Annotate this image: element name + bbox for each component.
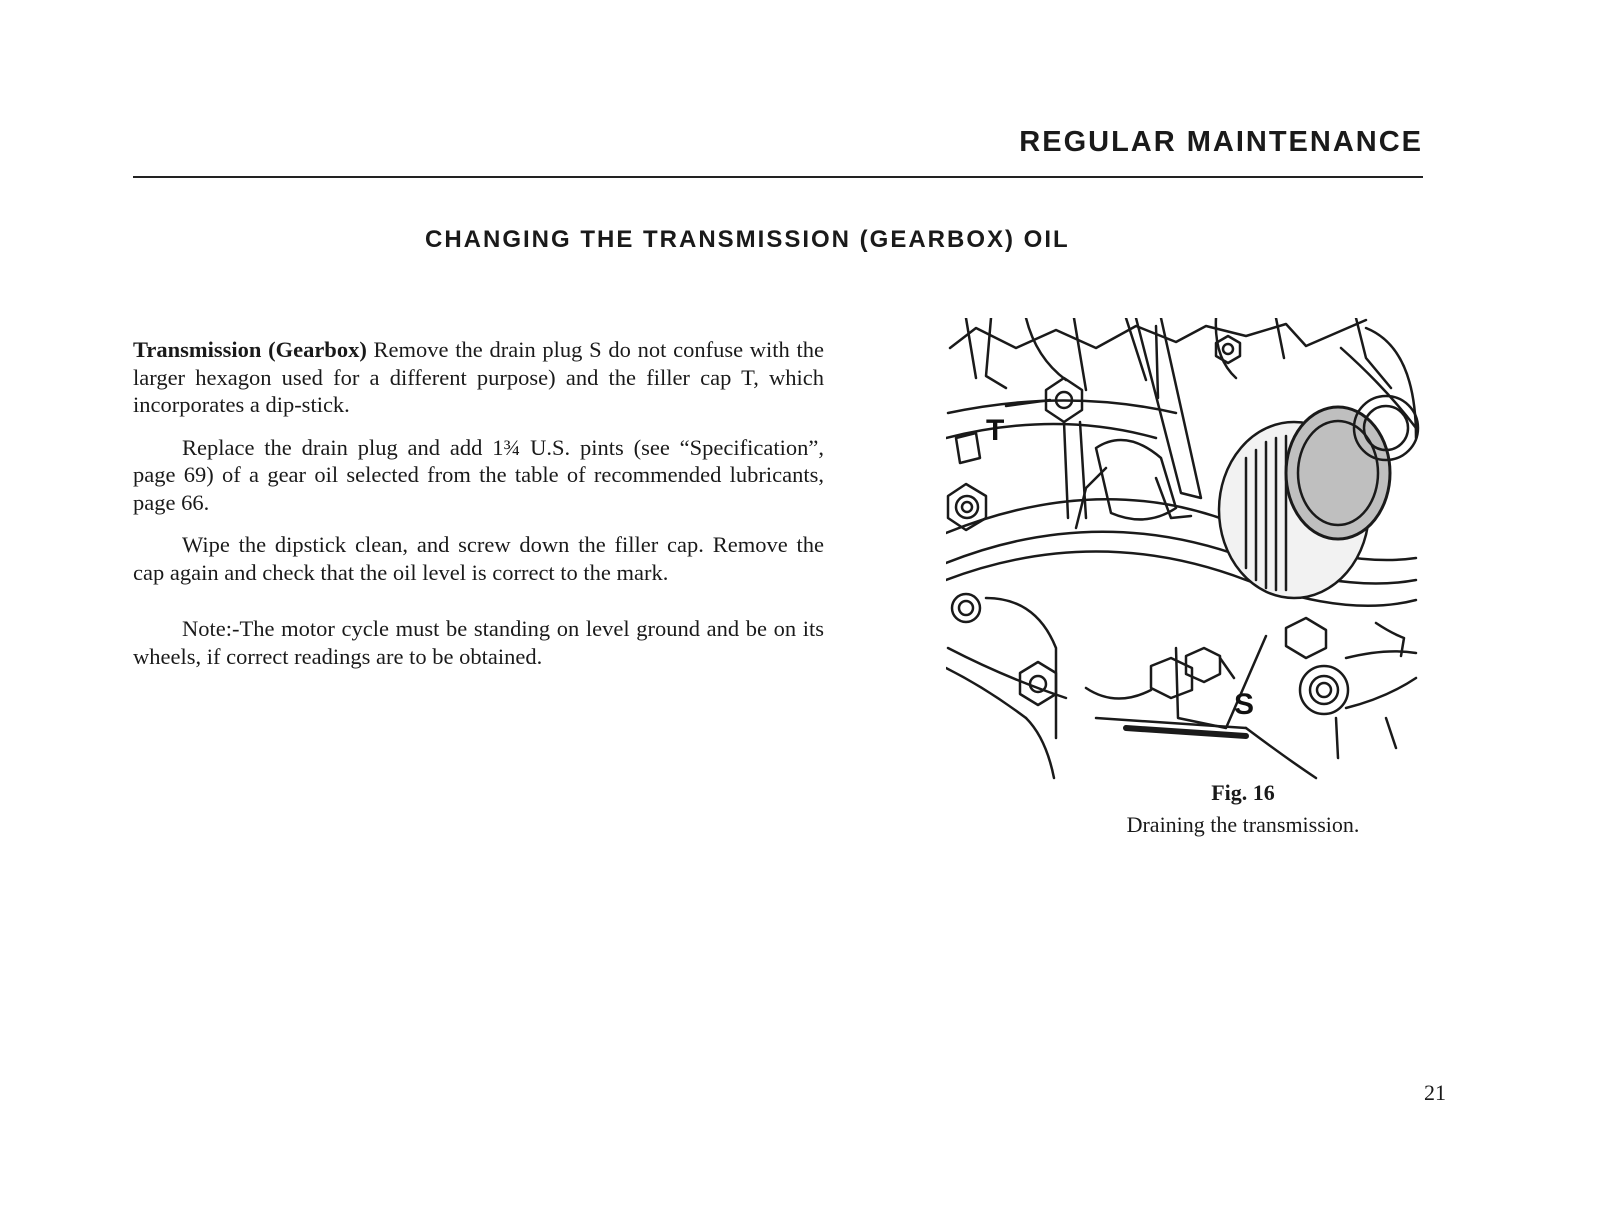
paragraph-4-note: Note:-The motor cycle must be standing on level ground and be on its wheels, if correct readings are to be obtained. bbox=[133, 616, 824, 669]
marker-t-label: T bbox=[986, 414, 1005, 447]
paragraph-lead: Transmission (Gearbox) bbox=[133, 337, 367, 362]
running-header: REGULAR MAINTENANCE bbox=[1019, 126, 1423, 158]
figure-caption: Draining the transmission. bbox=[1126, 812, 1360, 837]
figure-label: Fig. 16 bbox=[1211, 780, 1275, 805]
page-number: 21 bbox=[1424, 1080, 1446, 1105]
section-title: CHANGING THE TRANSMISSION (GEARBOX) OIL bbox=[425, 226, 1070, 253]
paragraph-3: Wipe the dipstick clean, and screw down the filler cap. Remove the cap again and check that the oil level is correct to the mark. bbox=[133, 532, 824, 585]
marker-s-label: S bbox=[1234, 688, 1255, 721]
header-rule bbox=[133, 176, 1423, 178]
gearbox-illustration bbox=[946, 318, 1446, 790]
paragraph-2 bbox=[133, 434, 824, 517]
paragraph-1-text: Remove the drain plug S do not confuse with the larger hexagon used for a different purpose) and the filler cap T, which incorporates a dip-stick. bbox=[133, 337, 824, 417]
fraction-three-quarters: ¾ bbox=[503, 434, 521, 460]
body-text bbox=[133, 336, 824, 685]
paragraph-1 bbox=[133, 336, 824, 419]
paragraph-2-after: U.S. pints (see “Specification”, page 69) of a gear oil selected from the table of recommended lubricants, page 66. bbox=[133, 434, 824, 515]
gearbox-drawing bbox=[946, 318, 1446, 790]
paragraph-2-before: Replace the drain plug and add 1 bbox=[182, 434, 504, 460]
